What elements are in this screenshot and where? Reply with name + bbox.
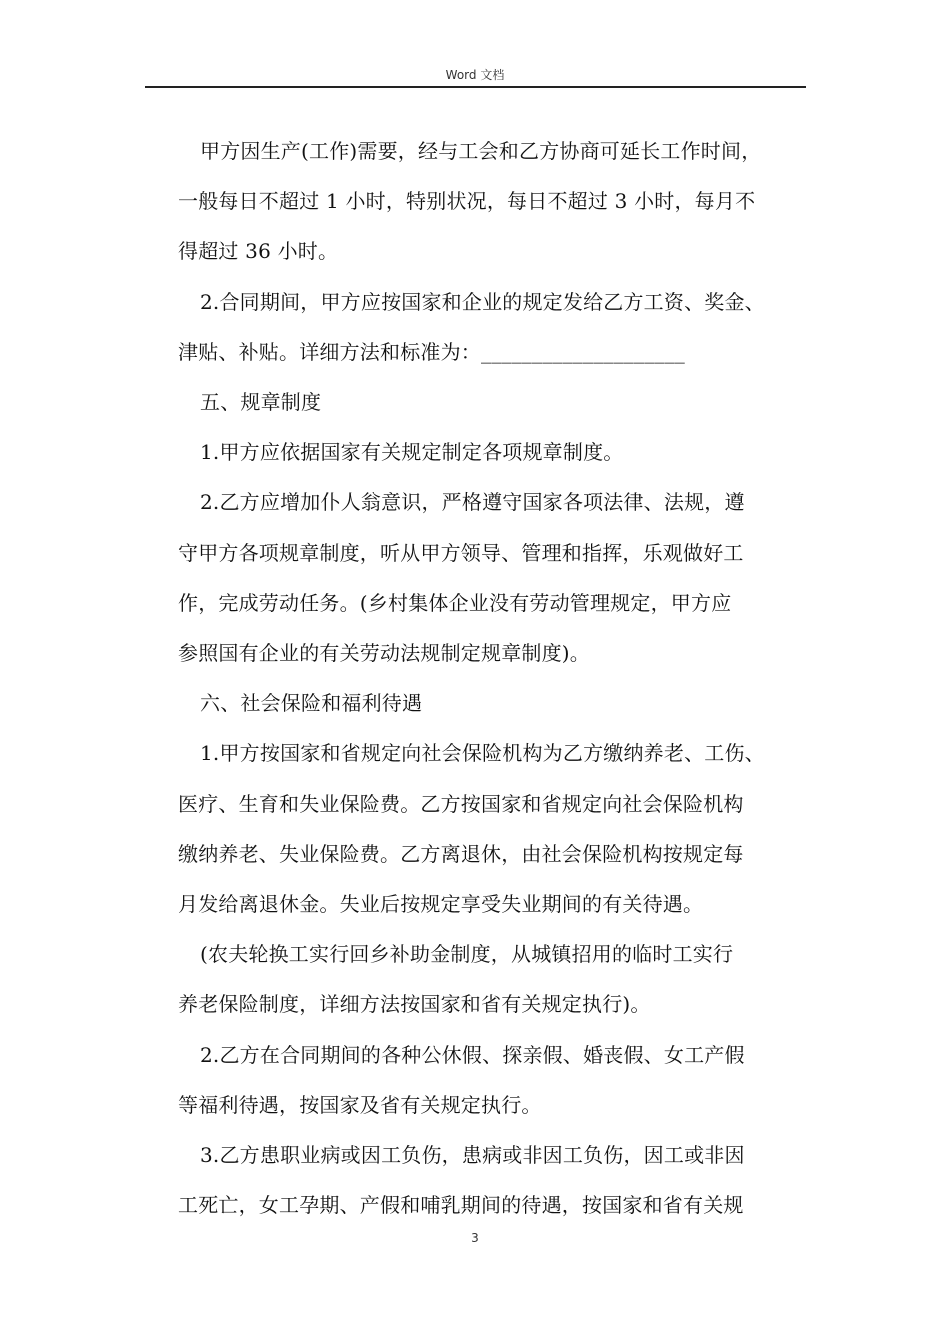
text-line: 五、规章制度 — [200, 390, 322, 415]
text-line: 参照国有企业的有关劳动法规制定规章制度)。 — [178, 641, 591, 666]
text-line: 甲方因生产(工作)需要，经与工会和乙方协商可延长工作时间， — [200, 139, 762, 163]
page-header: Word 文档 — [445, 68, 505, 82]
text-line: 养老保险制度，详细方法按国家和省有关规定执行)。 — [178, 992, 651, 1017]
text-line: 3.乙方患职业病或因工负伤，患病或非因工负伤，因工或非因 — [200, 1143, 745, 1168]
text-line: 工死亡，女工孕期、产假和哺乳期间的待遇，按国家和省有关规 — [178, 1193, 744, 1218]
text-line: 得超过 36 小时。 — [178, 239, 339, 264]
text-line: 1.甲方应依据国家有关规定制定各项规章制度。 — [200, 440, 624, 465]
text-line: 六、社会保险和福利待遇 — [200, 691, 423, 716]
text-line: 1.甲方按国家和省规定向社会保险机构为乙方缴纳养老、工伤、 — [200, 741, 765, 766]
text-line: 津贴、补贴。详细方法和标准为：____________________ — [178, 339, 685, 364]
text-line: 等福利待遇，按国家及省有关规定执行。 — [178, 1092, 542, 1117]
text-line: 2.合同期间，甲方应按国家和企业的规定发给乙方工资、奖金、 — [200, 289, 765, 314]
text-line: 医疗、生育和失业保险费。乙方按国家和省规定向社会保险机构 — [178, 791, 744, 816]
page-number: 3 — [471, 1231, 479, 1245]
text-line: 守甲方各项规章制度，听从甲方领导、管理和指挥，乐观做好工 — [178, 540, 744, 565]
text-line: 2.乙方在合同期间的各种公休假、探亲假、婚丧假、女工产假 — [200, 1042, 745, 1067]
text-line: 2.乙方应增加仆人翁意识，严格遵守国家各项法律、法规，遵 — [200, 490, 745, 515]
text-line: 作，完成劳动任务。(乡村集体企业没有劳动管理规定，甲方应 — [178, 590, 732, 615]
text-line: 缴纳养老、失业保险费。乙方离退休，由社会保险机构按规定每 — [178, 841, 744, 866]
text-line: 一般每日不超过 1 小时，特别状况，每日不超过 3 小时，每月不 — [178, 189, 756, 214]
text-line: 月发给离退休金。失业后按规定享受失业期间的有关待遇。 — [178, 892, 704, 917]
text-line: (农夫轮换工实行回乡补助金制度，从城镇招用的临时工实行 — [200, 942, 734, 967]
document-body — [178, 126, 818, 1230]
header-divider — [145, 86, 806, 88]
